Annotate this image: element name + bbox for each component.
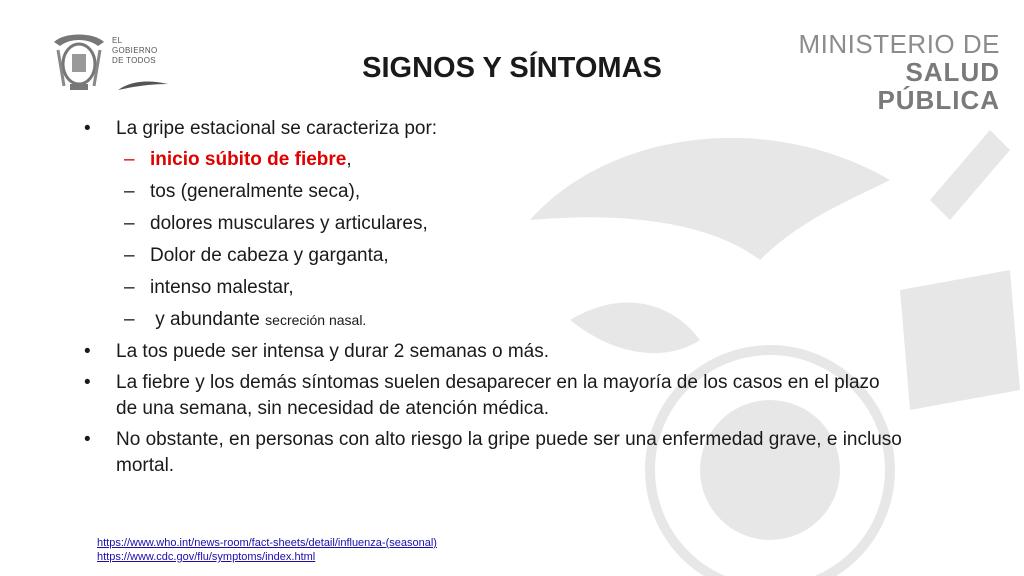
sub-bullet-text: intenso malestar, bbox=[150, 277, 294, 298]
sub-bullet-item bbox=[82, 179, 902, 205]
bullet-text: No obstante, en personas con alto riesgo la gripe puede ser una enfermedad grave, e incluso mortal. bbox=[116, 429, 902, 476]
dash-marker: – bbox=[124, 149, 135, 170]
bullet-item bbox=[82, 427, 902, 479]
bullet-text: La fiebre y los demás síntomas suelen desaparecer en la mayoría de los casos en el plazo de una semana, sin necesidad de atención médica. bbox=[116, 372, 880, 419]
bullet-marker: • bbox=[84, 118, 91, 139]
bullet-item bbox=[82, 339, 902, 365]
dash-marker: – bbox=[124, 245, 135, 266]
sub-bullet-item bbox=[82, 307, 902, 333]
bullet-list bbox=[82, 116, 902, 479]
bullet-text: La gripe estacional se caracteriza por: bbox=[116, 118, 438, 139]
ministry-name-line-1: MINISTERIO DE bbox=[798, 29, 1000, 59]
dash-marker: – bbox=[124, 309, 135, 330]
gov-logo-line-3: DE TODOS bbox=[112, 56, 156, 65]
sub-bullet-small-text: secreción nasal. bbox=[265, 312, 367, 328]
sub-bullet-text: y abundante bbox=[150, 309, 266, 330]
bullet-marker: • bbox=[84, 341, 91, 362]
sub-bullet-item bbox=[82, 147, 902, 173]
dash-marker: – bbox=[124, 213, 135, 234]
dash-marker: – bbox=[124, 277, 135, 298]
bullet-content bbox=[82, 116, 902, 484]
bullet-item bbox=[82, 116, 902, 142]
cdc-reference-link[interactable]: https://www.cdc.gov/flu/symptoms/index.html bbox=[97, 551, 316, 563]
sub-bullet-text: dolores musculares y articulares, bbox=[150, 213, 428, 234]
slide-title: SIGNOS Y SÍNTOMAS bbox=[362, 52, 662, 84]
highlight-text: inicio súbito de fiebre bbox=[150, 149, 347, 170]
bullet-marker: • bbox=[84, 429, 91, 450]
dash-marker: – bbox=[124, 181, 135, 202]
sub-bullet-text: , bbox=[346, 149, 352, 170]
sub-bullet-item bbox=[82, 243, 902, 269]
bullet-item bbox=[82, 370, 902, 422]
sub-bullet-text: Dolor de cabeza y garganta, bbox=[150, 245, 389, 266]
sub-bullet-item bbox=[82, 211, 902, 237]
bullet-marker: • bbox=[84, 372, 91, 393]
gov-logo-line-2: GOBIERNO bbox=[112, 46, 158, 55]
sub-bullet-item bbox=[82, 275, 902, 301]
bullet-text: La tos puede ser intensa y durar 2 semanas o más. bbox=[116, 341, 550, 362]
who-reference-link[interactable]: https://www.who.int/news-room/fact-sheets/detail/influenza-(seasonal) bbox=[97, 537, 437, 549]
references bbox=[97, 536, 437, 564]
gov-logo-line-1: EL bbox=[112, 36, 123, 45]
sub-bullet-text: tos (generalmente seca), bbox=[150, 181, 361, 202]
ministry-name-line-2: SALUD PÚBLICA bbox=[877, 57, 1000, 115]
